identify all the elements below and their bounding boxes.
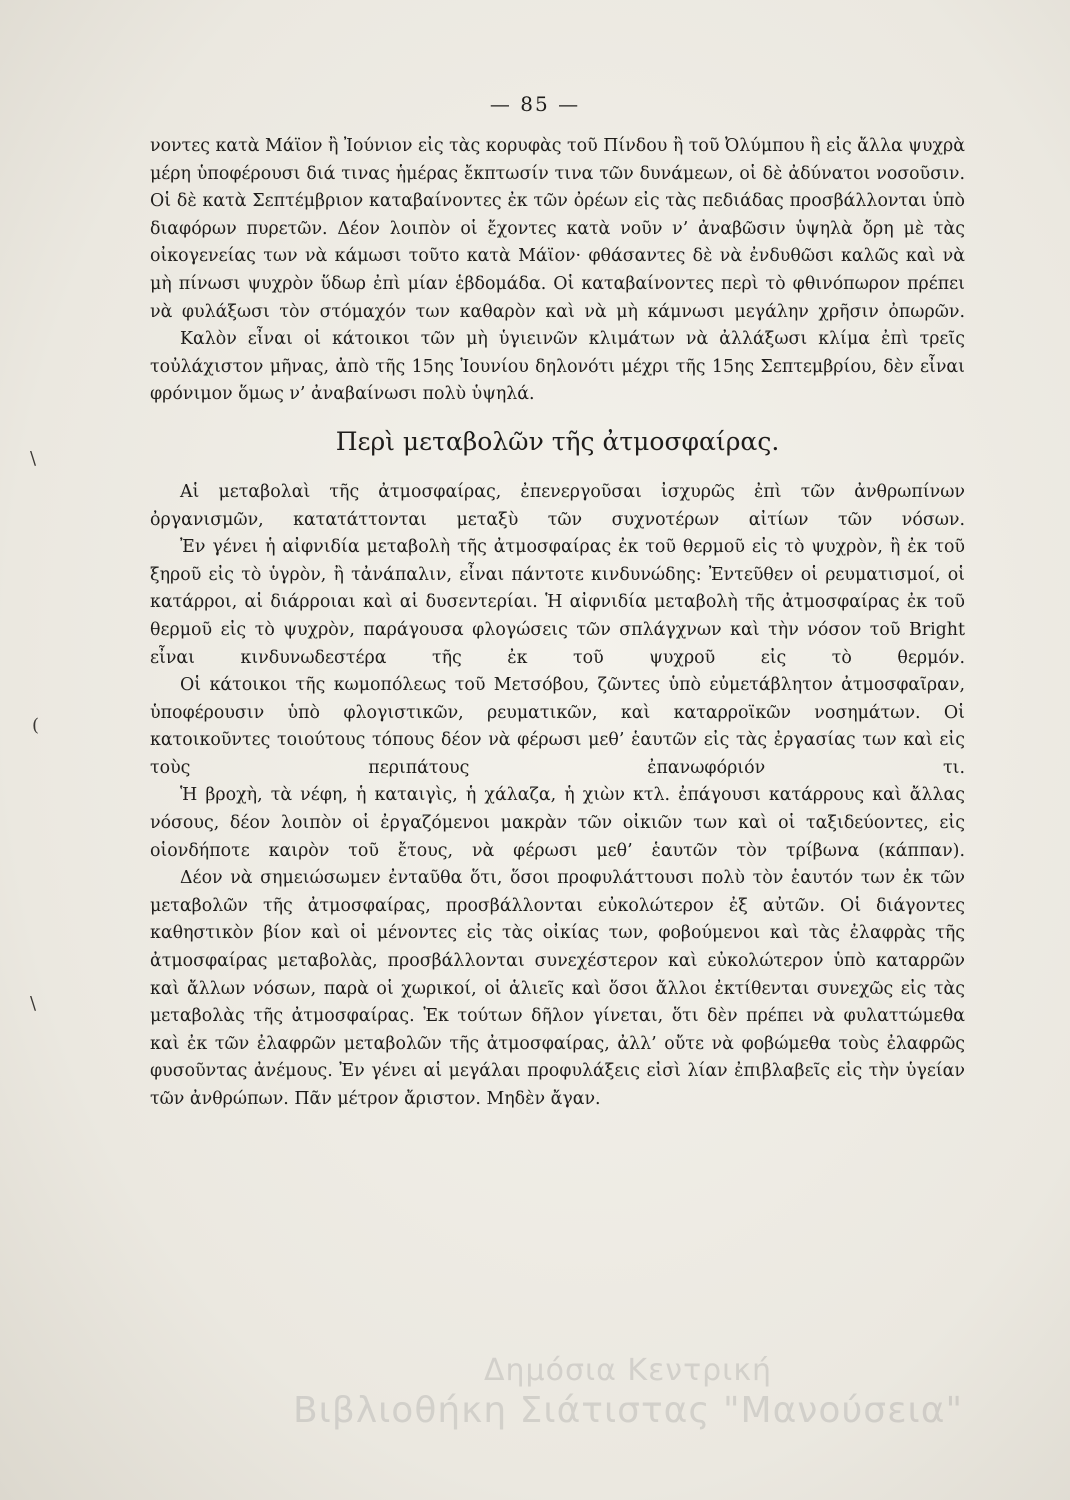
paragraph-rain-clouds: Ἡ βροχὴ, τὰ νέφη, ἡ καταιγὶς, ἡ χάλαζα, ἡ χιὼν κτλ. ἐπάγουσι κατάρρους καὶ ἄλλας νόσους, δέον λοιπὸν οἱ ἐργαζόμενοι μακρὰν τῶν οἰκιῶν των καὶ οἱ ταξιδεύοντες, εἰς οἱονδήποτε καιρὸν τοῦ ἔτους, νὰ φέρωσι μεθ’ ἑαυτῶν τὸν τρίβωνα (κάππαν). [150, 785, 965, 861]
paragraph-metsovo: Οἱ κάτοικοι τῆς κωμοπόλεως τοῦ Μετσόβου, ζῶντες ὑπὸ εὐμετάβλητον ἀτμοσφαῖραν, ὑποφέρουσιν ὑπὸ φλογιστικῶν, ρευματικῶν, καὶ καταρροϊκῶν νοσημάτων. Οἱ κατοικοῦντες τοιούτους τόπους δέον νὰ φέρωσι μεθ’ ἑαυτῶν εἰς τὰς ἐργασίας των καὶ εἰς τοὺς περιπάτους ἐπανωφόριόν τι. [150, 675, 965, 778]
margin-mark: \ [30, 993, 37, 1014]
margin-mark: \ [30, 448, 37, 469]
margin-mark: ( [32, 715, 40, 736]
paragraph-overprotection: Δέον νὰ σημειώσωμεν ἐνταῦθα ὅτι, ὅσοι προφυλάττουσι πολὺ τὸν ἑαυτόν των ἐκ τῶν μεταβολῶν τῆς ἀτμοσφαίρας, προσβάλλονται εὐκολώτερον ἐξ αὐτῶν. Οἱ διάγοντες καθηστικὸν βίον καὶ οἱ μένοντες εἰς τὰς οἰκίας των, φοβούμενοι καὶ τὰς ἐλαφρὰς τῆς ἀτμοσφαίρας μεταβολὰς, προσβάλλονται συνεχέστερον καὶ εὐκολώτερον ὑπὸ καταρρῶν καὶ ἄλλων νόσων, παρὰ οἱ χωρικοί, οἱ ἁλιεῖς καὶ ὅσοι ἄλλοι ἐκτίθενται συνεχῶς εἰς τὰς μεταβολὰς τῆς ἀτμοσφαίρας. Ἐκ τούτων δῆλον γίνεται, ὅτι δὲν πρέπει νὰ φυλαττώμεθα καὶ ἐκ τῶν ἐλαφρῶν μεταβολῶν τῆς ἀτμοσφαίρας, ἀλλ’ οὔτε νὰ φοβώμεθα τοὺς ἐλαφρῶς φυσοῦντας ἀνέμους. Ἐν γένει αἱ μεγάλαι προφυλάξεις εἰσὶ λίαν ἐπιβλαβεῖς εἰς τὴν ὑγείαν τῶν ἀνθρώπων. Πᾶν μέτρον ἄριστον. Μηδὲν ἄγαν. [150, 868, 965, 1109]
paragraph-climate-change: Καλὸν εἶναι οἱ κάτοικοι τῶν μὴ ὑγιεινῶν κλιμάτων νὰ ἀλλάξωσι κλίμα ἐπὶ τρεῖς τοὐλάχιστον μῆνας, ἀπὸ τῆς 15ης Ἰουνίου δηλονότι μέχρι τῆς 15ης Σεπτεμβρίου, δὲν εἶναι φρόνιμον ὅμως ν’ ἀναβαίνωσι πολὺ ὑψηλά. [150, 329, 965, 405]
body-text [150, 133, 965, 1114]
paragraph-sudden-change: Ἐν γένει ἡ αἰφνιδία μεταβολὴ τῆς ἀτμοσφαίρας ἐκ τοῦ θερμοῦ εἰς τὸ ψυχρὸν, ἢ ἐκ τοῦ ξηροῦ εἰς τὸ ὑγρὸν, ἢ τἀνάπαλιν, εἶναι πάντοτε κινδυνώδης: Ἐντεῦθεν οἱ ρευματισμοί, οἱ κατάρροι, αἱ διάρροιαι καὶ αἱ δυσεντερίαι. Ἡ αἰφνιδία μεταβολὴ τῆς ἀτμοσφαίρας ἐκ τοῦ θερμοῦ εἰς τὸ ψυχρὸν, παράγουσα φλογώσεις τῶν σπλάγχνων καὶ τὴν νόσον τοῦ Bright εἶναι κινδυνωδεστέρα τῆς ἐκ τοῦ ψυχροῦ εἰς τὸ θερμόν. [150, 537, 965, 668]
library-watermark [248, 1353, 1008, 1431]
watermark-line-2: Βιβλιοθήκη Σιάτιστας "Μανούσεια" [292, 1390, 964, 1431]
paragraph-mountain-travel: νοντες κατὰ Μάϊον ἢ Ἰούνιον εἰς τὰς κορυφὰς τοῦ Πίνδου ἢ τοῦ Ὀλύμπου ἢ εἰς ἄλλα ψυχρὰ μέρη ὑποφέρουσι διά τινας ἡμέρας ἔκπτωσίν τινα τῶν δυνάμεων, οἱ δὲ ἀδύνατοι νοσοῦσιν. Οἱ δὲ κατὰ Σεπτέμβριον καταβαίνοντες ἐκ τῶν ὀρέων εἰς τὰς πεδιάδας προσβάλλονται ὑπὸ διαφόρων πυρετῶν. Δέον λοιπὸν οἱ ἔχοντες κατὰ νοῦν ν’ ἀναβῶσιν ὑψηλὰ ὄρη μὲ τὰς οἰκογενείας των νὰ κάμωσι τοῦτο κατὰ Μάϊον· φθάσαντες δὲ νὰ ἐνδυθῶσι καλῶς καὶ νὰ μὴ πίνωσι ψυχρὸν ὕδωρ ἐπὶ μίαν ἑβδομάδα. Οἱ καταβαίνοντες περὶ τὸ φθινόπωρον πρέπει νὰ φυλάξωσι τὸν στόμαχόν των καθαρὸν καὶ νὰ μὴ κάμνωσι μεγάλην χρῆσιν ὀπωρῶν. [150, 136, 965, 322]
page-number: — 85 — [489, 92, 581, 116]
watermark-line-1: Δημόσια Κεντρική [483, 1353, 773, 1388]
section-heading: Περὶ μεταβολῶν τῆς ἀτμοσφαίρας. [335, 426, 780, 456]
paragraph-atmospheric-changes: Αἱ μεταβολαὶ τῆς ἀτμοσφαίρας, ἐπενεργοῦσαι ἰσχυρῶς ἐπὶ τῶν ἀνθρωπίνων ὀργανισμῶν, κατατάττονται μεταξὺ τῶν συχνοτέρων αἰτίων τῶν νόσων. [150, 481, 965, 530]
